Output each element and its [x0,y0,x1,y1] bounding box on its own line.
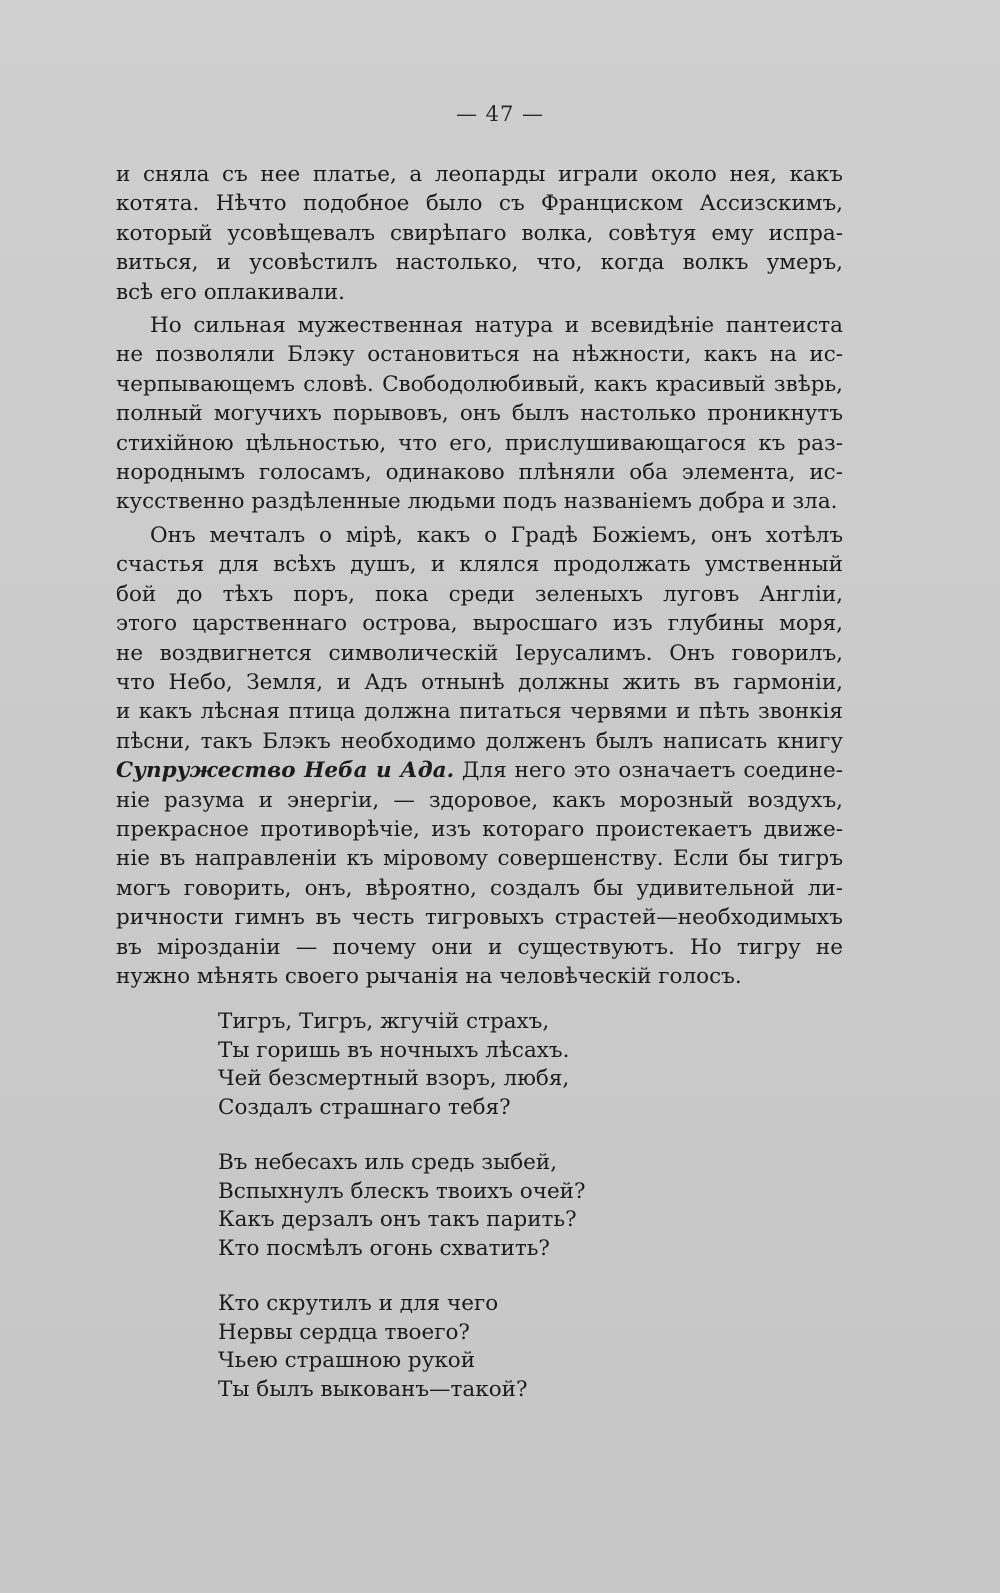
poem-line: Вспыхнулъ блескъ твоихъ очей? [218,1178,586,1204]
text-line: пѣсни, такъ Блэкъ необходимо долженъ былъ написать книгу [116,728,843,754]
text-line: не воздвигнется символическій Іерусалимъ. Онъ говорилъ, [116,640,843,666]
text-line: могъ говорить, онъ, вѣроятно, создалъ бы удивительной ли- [116,875,843,901]
text-line: бой до тѣхъ поръ, пока среди зеленыхъ луговъ Англіи, [116,581,843,607]
poem-line: Кто посмѣлъ огонь схватить? [218,1235,550,1261]
poem-line: Нервы сердца твоего? [218,1319,470,1345]
text-line: нороднымъ голосамъ, одинаково плѣняли оба элемента, ис- [116,460,843,486]
text-line: что Небо, Земля, и Адъ отнынѣ должны жить въ гармоніи, [116,669,843,695]
text-line: кусственно раздѣленные людьми подъ названіемъ добра и зла. [116,489,838,515]
text-line: и какъ лѣсная птица должна питаться червями и пѣть звонкія [116,699,843,725]
text-line: счастья для всѣхъ душъ, и клялся продолжать умственный [116,552,843,578]
text-line: Онъ мечталъ о мірѣ, какъ о Градѣ Божіемъ, онъ хотѣлъ [150,522,843,548]
poem-line: Чей безсмертный взоръ, любя, [218,1066,570,1091]
poem-line: Кто скрутилъ и для чего [218,1291,499,1316]
paragraph [116,311,843,517]
page-number: — 47 — [455,102,545,126]
book-title: Супружество Неба и Ада. [116,758,455,784]
text-line: котята. Нѣчто подобное было съ Франциском Ассизскимъ, [116,191,843,217]
poem [218,1008,718,1431]
poem-line: Въ небесахъ иль средь зыбей, [218,1150,558,1175]
text-line: всѣ его оплакивали. [116,279,345,305]
poem-line: Тигръ, Тигръ, жгучій страхъ, [218,1009,550,1034]
text-line: не позволяли Блэку остановиться на нѣжности, какъ на ис- [116,342,843,368]
text-line: въ мірозданіи — почему они и существуютъ. Но тигру не [116,934,843,960]
text-line: полный могучихъ порывовъ, онъ былъ настолько проникнутъ [116,401,843,427]
text-line: Но сильная мужественная натура и всевидѣніе пантеиста [150,313,843,339]
text-line: и сняла съ нее платье, а леопарды играли около нея, какъ [116,162,843,187]
poem-line: Создалъ страшнаго тебя? [218,1094,511,1120]
text-line: черпывающемъ словѣ. Свободолюбивый, какъ красивый звѣрь, [116,371,843,397]
poem-stanza [218,1149,718,1263]
text-line: виться, и усовѣстилъ настолько, что, когда волкъ умеръ, [116,250,843,276]
poem-stanza [218,1008,718,1122]
text-line: Супружество Неба и Ада. Для него это означаетъ соедине- [116,758,843,784]
poem-line: Ты горишь въ ночныхъ лѣсахъ. [218,1037,570,1063]
text-line: ніе разума и энергіи, — здоровое, какъ морозный воздухъ, [116,787,843,813]
text-line: прекрасное противорѣчіе, изъ котораго проистекаетъ движе- [116,816,843,842]
text-line: стихійною цѣльностью, что его, прислушивающагося къ раз- [116,430,843,456]
poem-stanza [218,1290,718,1404]
poem-line: Какъ дерзалъ онъ такъ парить? [218,1207,577,1232]
text-line: этого царственнаго острова, выросшаго изъ глубины моря, [116,611,843,637]
text-line: ричности гимнъ въ честь тигровыхъ страстей—необходимыхъ [116,905,843,931]
text-line: нужно мѣнять своего рычанія на человѣческій голосъ. [116,963,742,989]
body-text [116,160,843,991]
text-line: ніе въ направленіи къ міровому совершенству. Если бы тигръ [116,846,843,872]
text-line: который усовѣщевалъ свирѣпаго волка, совѣтуя ему испра- [116,220,843,246]
poem-line: Чьею страшною рукой [218,1348,476,1373]
poem-line: Ты былъ выкованъ—такой? [218,1376,528,1402]
paragraph [116,160,843,307]
paragraph [116,521,843,992]
